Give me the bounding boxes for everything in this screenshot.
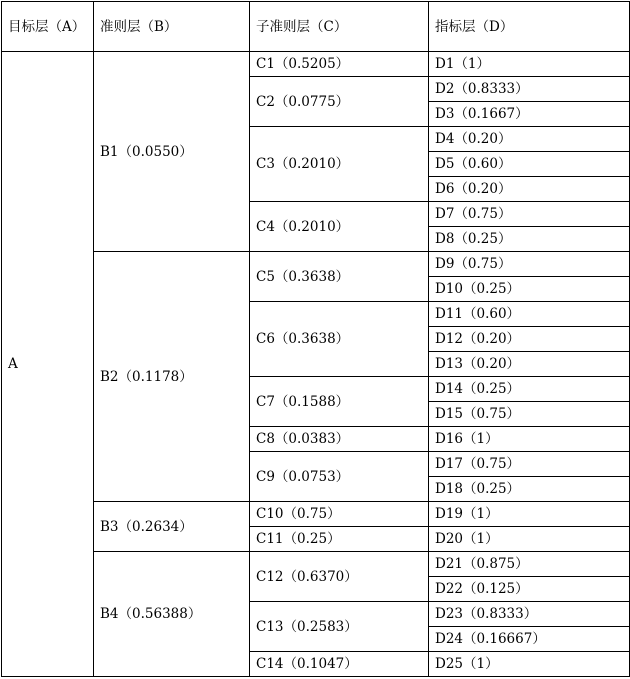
indicator-cell: D20（1） — [429, 527, 630, 552]
indicator-cell: D1（1） — [429, 52, 630, 77]
subcriteria-cell: C11（0.25） — [250, 527, 429, 552]
indicator-cell: D25（1） — [429, 652, 630, 677]
criteria-cell: B4（0.56388） — [94, 552, 250, 677]
indicator-cell: D4（0.20） — [429, 127, 630, 152]
subcriteria-cell: C9（0.0753） — [250, 452, 429, 502]
indicator-cell: D8（0.25） — [429, 227, 630, 252]
table-row — [2, 552, 630, 577]
goal-cell: A — [2, 52, 94, 677]
indicator-cell: D12（0.20） — [429, 327, 630, 352]
subcriteria-cell: C5（0.3638） — [250, 252, 429, 302]
table-row — [2, 252, 630, 277]
header-row — [2, 2, 630, 52]
table-row — [2, 502, 630, 527]
indicator-cell: D23（0.8333） — [429, 602, 630, 627]
header-goal-layer: 目标层（A） — [2, 2, 94, 52]
indicator-cell: D11（0.60） — [429, 302, 630, 327]
subcriteria-cell: C7（0.1588） — [250, 377, 429, 427]
subcriteria-cell: C14（0.1047） — [250, 652, 429, 677]
subcriteria-cell: C12（0.6370） — [250, 552, 429, 602]
indicator-cell: D10（0.25） — [429, 277, 630, 302]
indicator-cell: D13（0.20） — [429, 352, 630, 377]
subcriteria-cell: C1（0.5205） — [250, 52, 429, 77]
indicator-cell: D7（0.75） — [429, 202, 630, 227]
subcriteria-cell: C10（0.75） — [250, 502, 429, 527]
criteria-cell: B1（0.0550） — [94, 52, 250, 252]
header-indicator-layer: 指标层（D） — [429, 2, 630, 52]
subcriteria-cell: C2（0.0775） — [250, 77, 429, 127]
indicator-cell: D14（0.25） — [429, 377, 630, 402]
subcriteria-cell: C6（0.3638） — [250, 302, 429, 377]
indicator-cell: D18（0.25） — [429, 477, 630, 502]
subcriteria-cell: C13（0.2583） — [250, 602, 429, 652]
indicator-cell: D21（0.875） — [429, 552, 630, 577]
indicator-cell: D17（0.75） — [429, 452, 630, 477]
hierarchy-weight-table — [1, 1, 630, 677]
indicator-cell: D22（0.125） — [429, 577, 630, 602]
indicator-cell: D15（0.75） — [429, 402, 630, 427]
criteria-cell: B3（0.2634） — [94, 502, 250, 552]
indicator-cell: D24（0.16667） — [429, 627, 630, 652]
criteria-cell: B2（0.1178） — [94, 252, 250, 502]
subcriteria-cell: C3（0.2010） — [250, 127, 429, 202]
indicator-cell: D6（0.20） — [429, 177, 630, 202]
indicator-cell: D16（1） — [429, 427, 630, 452]
indicator-cell: D5（0.60） — [429, 152, 630, 177]
header-subcriteria-layer: 子准则层（C） — [250, 2, 429, 52]
subcriteria-cell: C8（0.0383） — [250, 427, 429, 452]
table-row — [2, 52, 630, 77]
header-criteria-layer: 准则层（B） — [94, 2, 250, 52]
indicator-cell: D9（0.75） — [429, 252, 630, 277]
indicator-cell: D2（0.8333） — [429, 77, 630, 102]
indicator-cell: D3（0.1667） — [429, 102, 630, 127]
indicator-cell: D19（1） — [429, 502, 630, 527]
table-body — [2, 2, 630, 677]
subcriteria-cell: C4（0.2010） — [250, 202, 429, 252]
